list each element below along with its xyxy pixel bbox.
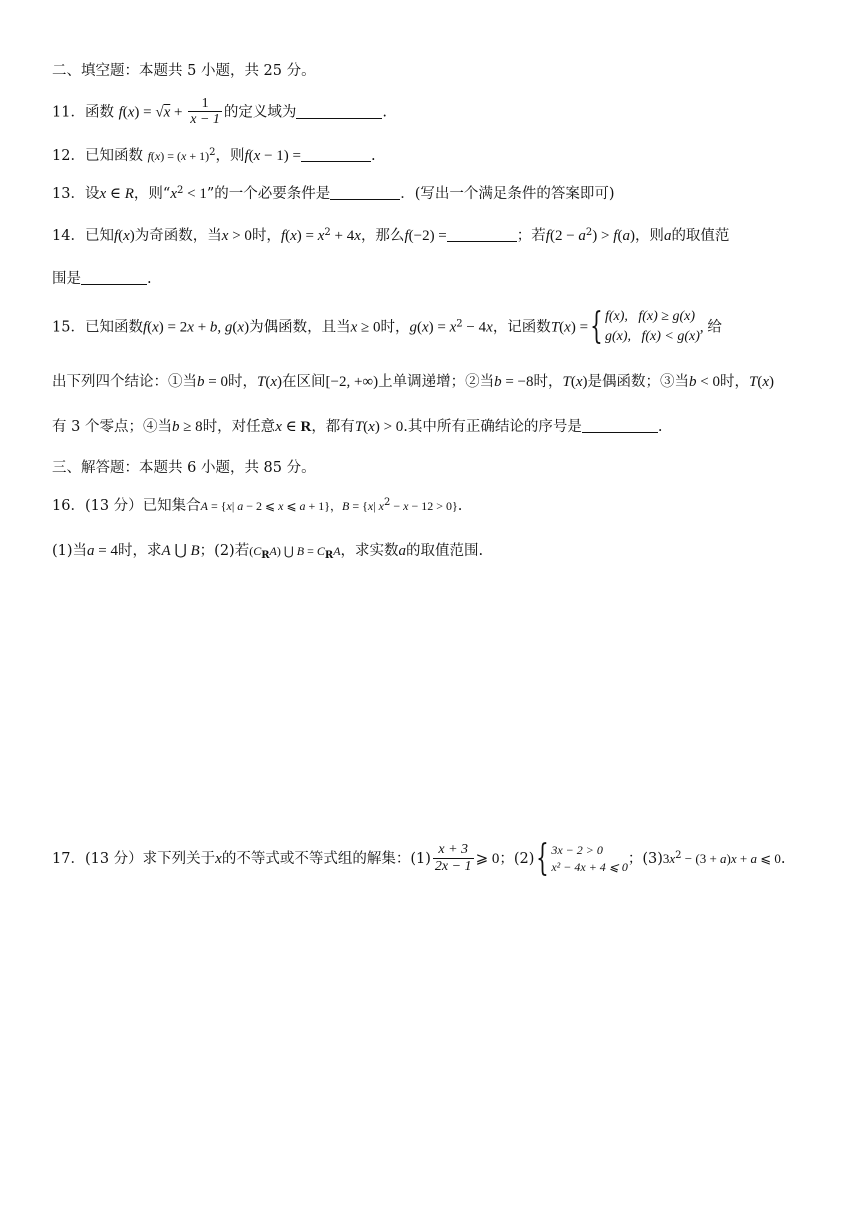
section-answer-heading: 三、解答题：本题共 6 小题，共 85 分。 (52, 460, 316, 476)
question-14-line-2: 围是 . (52, 271, 152, 287)
q14-answer-blank-1[interactable] (447, 241, 517, 242)
section-fill-in-heading: 二、填空题：本题共 5 小题，共 25 分。 (52, 63, 316, 79)
q11-answer-blank[interactable] (296, 118, 382, 119)
q13-answer-blank[interactable] (330, 199, 400, 200)
q11-text: 函数 (84, 104, 114, 121)
question-17: 17．(13 分）求下列关于x的不等式或不等式组的解集：(1) $\frac{x + 3}{2x - 1}$ ⩾ 0；(2){ 3x − 2 > 0 x² − 4x + 4 ⩽ 0 ；$(3)3x^2 - (3 + a)x + a$ ⩽ 0. (52, 838, 786, 879)
q15-answer-blank[interactable] (582, 432, 658, 433)
q11-fraction: $\frac{1}{x - 1}$ (190, 96, 220, 128)
question-13: 13．设x ∈ R，则“$x^2 < 1$”的一个必要条件是 ．(写出一个满足条件的答案即可) (52, 185, 615, 202)
question-15-line-2: 出下列四个结论：①当b = 0时，T(x)在区间[−2, +∞)上单调递增；②当b = −8时，T(x)是偶函数；③当b < 0时，T(x) (52, 374, 775, 390)
question-16-line-2: (1)当a = 4时，求A ⋃ B；(2)若$(C_RA)$ ⋃ $B = C_RA$，求实数a的取值范围. (52, 543, 484, 561)
question-14: 14．已知f(x)为奇函数，当x > 0时，$f(x) = x^2 + 4x$，那么f(−2) = ；若$f(2 - a^2) > f(a)$，则a的取值范 (52, 227, 730, 244)
question-11: 11．函数 f(x) = √x + $\frac{1}{x - 1}$ 的定义域为 . (52, 96, 388, 128)
q15-piecewise: f(x), f(x) ≥ g(x) g(x), f(x) < g(x) (604, 309, 700, 345)
q11-formula: f (118, 104, 123, 121)
question-15: 15．已知函数f(x) = 2x + b, g(x)为偶函数，且当x ≥ 0时，$g(x) = x^2 - 4x$，记函数T(x) ={ f(x), f(x) ≥ g(x) g(x), f(x) < g(x) , 给 (52, 306, 722, 348)
question-12: 12．已知函数 $f(x) = (x + 1)^2$，则f(x − 1) = . (52, 147, 376, 164)
question-16: 16．(13 分）已知集合A = {x| a − 2 ⩽ x ⩽ a + 1}，B = {x| $x^2 - x - 12 > 0$}. (52, 497, 463, 514)
q11-number: 11． (52, 104, 85, 121)
question-15-line-3: 有 3 个零点；④当b ≥ 8时，对任意x ∈ R，都有T(x) > 0.其中所有正确结论的序号是 . (52, 419, 663, 435)
q14-answer-blank-2[interactable] (81, 284, 147, 285)
q12-answer-blank[interactable] (301, 161, 371, 162)
